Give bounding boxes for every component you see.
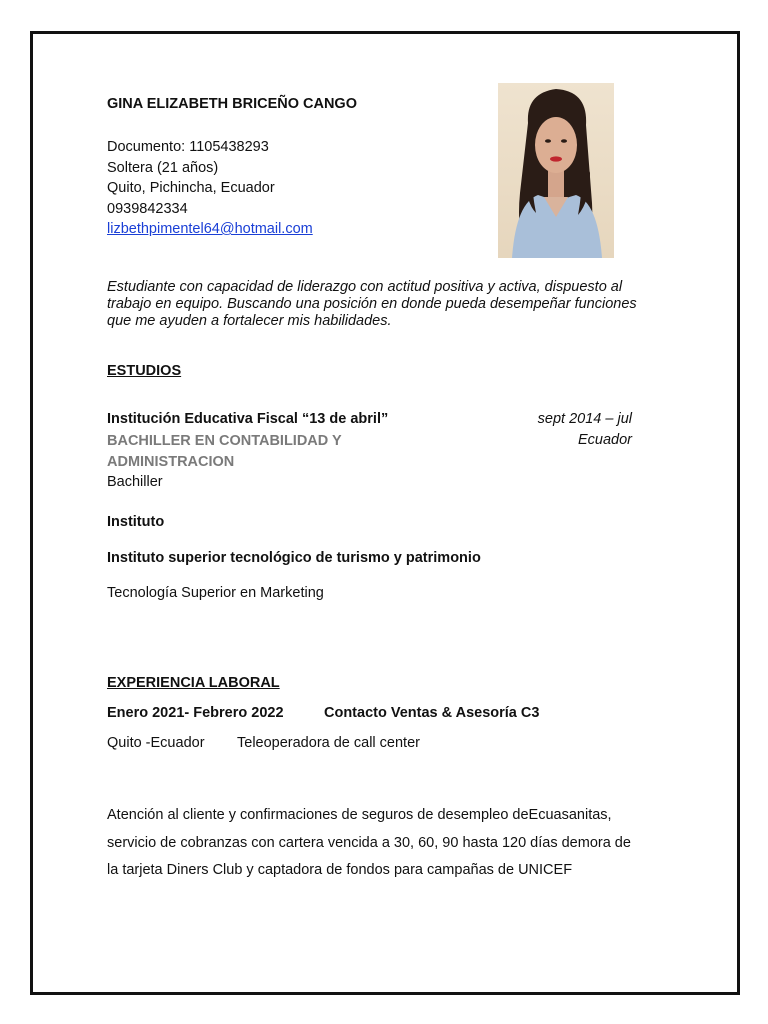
- description-line: servicio de cobranzas con cartera vencida a 30, 60, 90 hasta 120 días demora de: [107, 834, 631, 851]
- summary-line: trabajo en equipo. Buscando una posición en donde pueda desempeñar funciones: [107, 296, 637, 312]
- school-name: Institución Educativa Fiscal “13 de abril”: [107, 411, 389, 427]
- institute-name: Instituto superior tecnológico de turismo y patrimonio: [107, 550, 481, 566]
- profile-photo: [498, 83, 614, 258]
- school-country: Ecuador: [577, 432, 632, 448]
- profile-photo-illustration: [498, 83, 614, 258]
- degree-title: [107, 431, 342, 473]
- location: Quito, Pichincha, Ecuador: [107, 180, 275, 196]
- institute-heading: Instituto: [107, 514, 165, 530]
- experience-company: Contacto Ventas & Asesoría C3: [324, 705, 540, 721]
- description-line: Atención al cliente y confirmaciones de seguros de desempleo deEcuasanitas,: [107, 807, 612, 823]
- civil-status: Soltera (21 años): [107, 159, 219, 176]
- candidate-name: GINA ELIZABETH BRICEÑO CANGO: [107, 96, 357, 112]
- degree-line: BACHILLER EN CONTABILIDAD Y: [107, 433, 342, 449]
- experience-title: EXPERIENCIA LABORAL: [107, 675, 280, 691]
- contact-block: [107, 137, 313, 240]
- studies-title: ESTUDIOS: [107, 363, 182, 379]
- experience-role: Teleoperadora de call center: [237, 735, 420, 751]
- institute-program: Tecnología Superior en Marketing: [107, 585, 324, 601]
- summary-line: que me ayuden a fortalecer mis habilidades.: [107, 313, 392, 329]
- email-link[interactable]: lizbethpimentel64@hotmail.com: [107, 221, 313, 237]
- experience-place: Quito -Ecuador: [107, 735, 205, 751]
- description-line: la tarjeta Diners Club y captadora de fondos para campañas de UNICEF: [107, 862, 573, 878]
- phone-number: 0939842334: [107, 200, 188, 217]
- degree-line: ADMINISTRACION: [107, 454, 235, 470]
- document-number: Documento: 1105438293: [107, 139, 269, 155]
- degree-level: Bachiller: [107, 474, 163, 490]
- summary-line: Estudiante con capacidad de liderazgo con actitud positiva y activa, dispuesto al: [107, 279, 623, 295]
- professional-summary: [107, 279, 667, 330]
- school-dates: sept 2014 – jul: [537, 411, 632, 427]
- experience-description: [107, 802, 667, 885]
- experience-period: Enero 2021- Febrero 2022: [107, 705, 284, 721]
